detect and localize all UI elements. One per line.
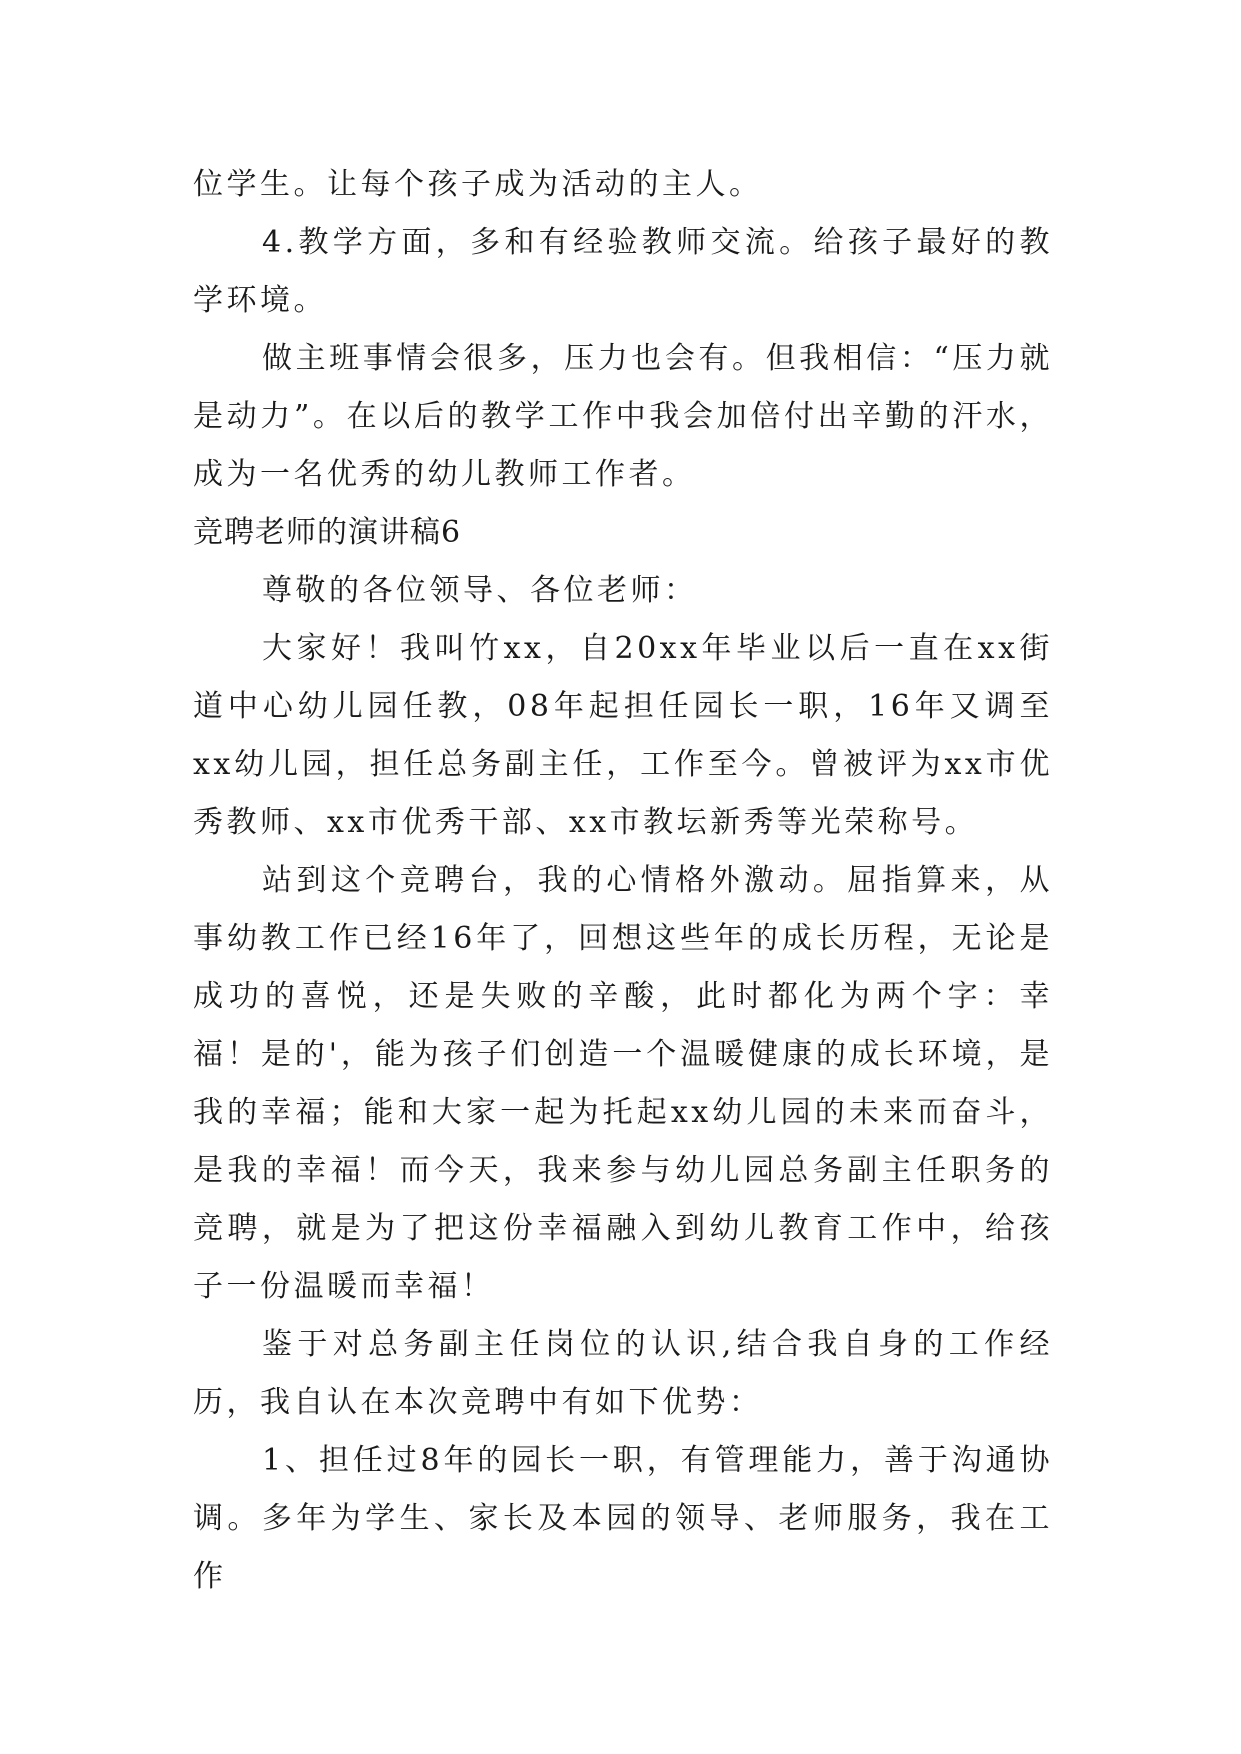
paragraph-advantages-intro: 鉴于对总务副主任岗位的认识,结合我自身的工作经历，我自认在本次竞聘中有如下优势：	[193, 1327, 1053, 1420]
paragraph-advantage-1: 1、担任过8年的园长一职，有管理能力，善于沟通协调。多年为学生、家长及本园的领导、老师服务，我在工作	[193, 1443, 1053, 1594]
paragraph-3: 做主班事情会很多，压力也会有。但我相信：“压力就是动力”。在以后的教学工作中我会加倍付出辛勤的汗水，成为一名优秀的幼儿教师工作者。	[193, 341, 1053, 492]
paragraph-introduction: 大家好！我叫竹xx，自20xx年毕业以后一直在xx街道中心幼儿园任教，08年起担任园长一职，16年又调至xx幼儿园，担任总务副主任，工作至今。曾被评为xx市优秀教师、xx市优秀干部、xx市教坛新秀等光荣称号。	[193, 631, 1053, 840]
section-heading: 竞聘老师的演讲稿6	[193, 515, 462, 550]
paragraph-1: 位学生。让每个孩子成为活动的主人。	[193, 167, 763, 202]
paragraph-feelings: 站到这个竞聘台，我的心情格外激动。屈指算来，从事幼教工作已经16年了，回想这些年的成长历程，无论是成功的喜悦，还是失败的辛酸，此时都化为两个字：幸福！是的'，能为孩子们创造一个温暖健康的成长环境，是我的幸福；能和大家一起为托起xx幼儿园的未来而奋斗，是我的幸福！而今天，我来参与幼儿园总务副主任职务的竞聘，就是为了把这份幸福融入到幼儿教育工作中，给孩子一份温暖而幸福！	[193, 863, 1053, 1304]
paragraph-2: 4.教学方面，多和有经验教师交流。给孩子最好的教学环境。	[193, 225, 1053, 318]
paragraph-salutation: 尊敬的各位领导、各位老师：	[262, 573, 698, 608]
document-body	[193, 156, 1053, 1606]
